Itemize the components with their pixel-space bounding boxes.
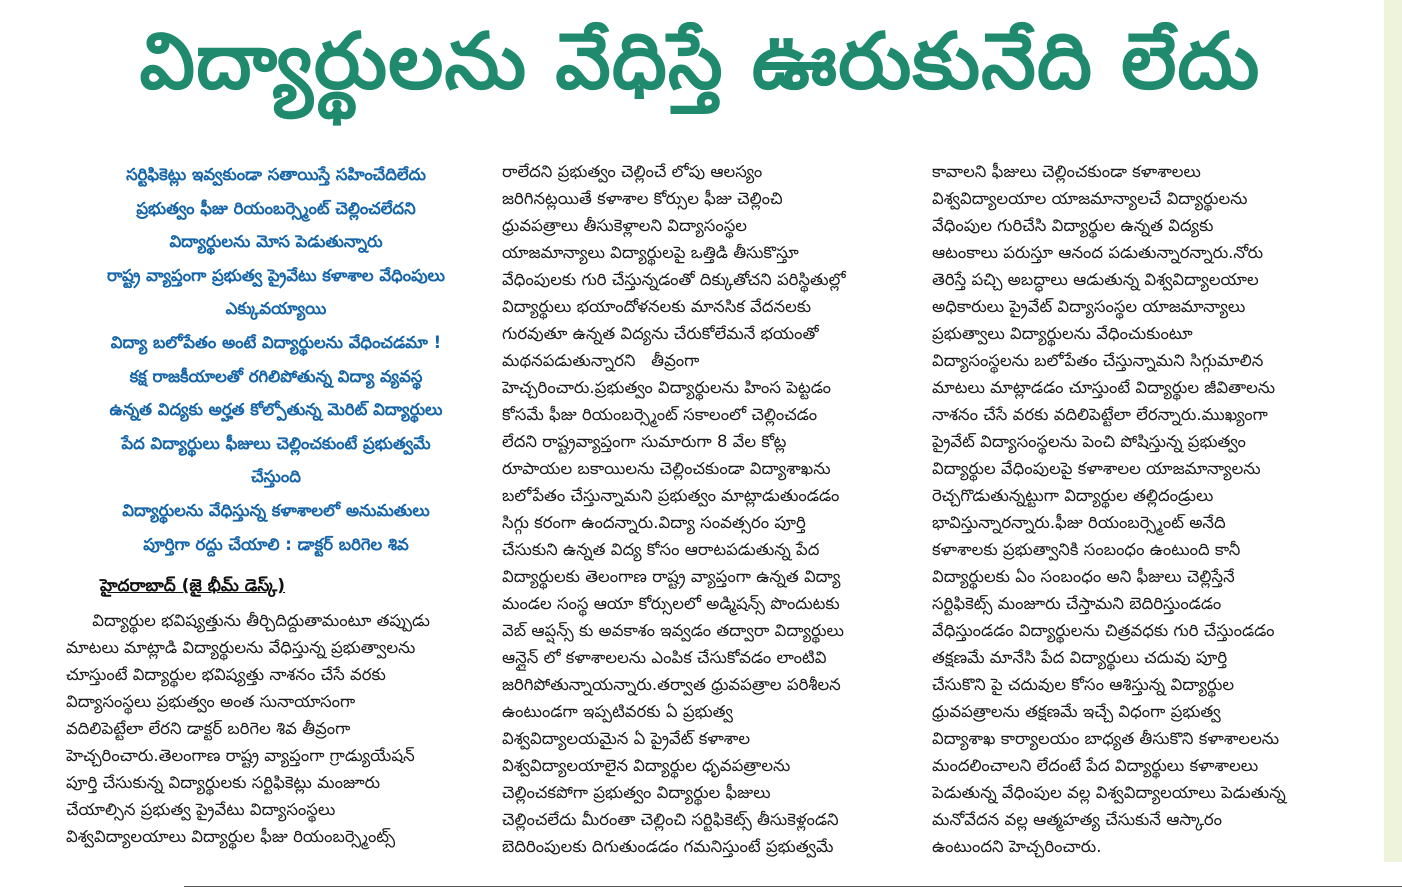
body-text-line: విద్యార్థులకు తెలంగాణ రాష్ట్ర వ్యాప్తంగా ఉన్నత విద్యా	[502, 567, 841, 586]
body-text-line: ప్రభుత్వాలు విద్యార్థులను వేధించుకుంటూ	[932, 324, 1193, 343]
body-text-line: కళాశాలకు ప్రభుత్వానికి సంబంధం ఉంటుంది కానీ	[932, 540, 1241, 559]
body-text-line: గురవుతూ ఉన్నత విద్యను చేరుకోలేమనే భయంతో	[502, 324, 819, 343]
body-text-line: బలోపేతం చేస్తున్నామని ప్రభుత్వం మాట్లాడుతుండడం	[502, 486, 840, 505]
body-text-line: చూస్తుంటే విద్యార్థుల భవిష్యత్తు నాశనం చేసే వరకు	[66, 665, 386, 685]
body-text-line: భావిస్తున్నారన్నారు.ఫీజు రియంబర్స్మెంట్ అనేది	[932, 513, 1226, 532]
deck-line: రాష్ట్ర వ్యాప్తంగా ప్రభుత్వ ప్రైవేటు కళాశాల వేధింపులు	[107, 265, 445, 285]
bottom-rule	[184, 886, 1402, 887]
body-text-line: విద్యార్థులు భయాందోళనలకు మానసిక వేదనలకు	[502, 297, 812, 316]
body-text-line: లేదని రాష్ట్రవ్యాప్తంగా సుమారుగా 8 వేల కోట్ల	[502, 432, 787, 451]
column-2-body	[502, 158, 906, 860]
body-text-line: నాశనం చేసే వరకు వదిలిపెట్టేలా లేరన్నారు.ముఖ్యంగా	[932, 405, 1268, 424]
deck-line: ఉన్నత విద్యకు అర్హత కోల్పోతున్న మెరిట్ విద్యార్థులు	[109, 400, 443, 420]
body-text-line: జరిగిపోతున్నాయన్నారు.తర్వాత ధ్రువపత్రాల పరిశీలన	[502, 675, 841, 694]
body-text-line: ధ్రువపత్రాలు తీసుకెళ్లాలని విద్యాసంస్థల	[502, 216, 747, 235]
body-text-line: ఉంటుందని హెచ్చరించారు.	[932, 837, 1102, 856]
body-text-line: హెచ్చరించారు.తెలంగాణ రాష్ట్ర వ్యాప్తంగా గ్రాడ్యుయేషన్	[66, 746, 415, 766]
body-text-line: మాటలు మాట్లాడడం చూస్తుంటే విద్యార్థుల జీవితాలను	[932, 378, 1276, 397]
deck-line: చేస్తుంది	[251, 467, 301, 487]
body-text-line: వేధిస్తుండడం విద్యార్థులను చిత్రవధకు గురి చేస్తుండడం	[932, 621, 1275, 640]
body-text-line: వేధింపుల గురిచేసి విద్యార్థుల ఉన్నత విద్యకు	[932, 216, 1214, 235]
body-text-line: ఉంటుండగా ఇప్పటివరకు ఏ ప్రభుత్వ	[502, 702, 733, 721]
body-text-line: పెడుతున్న వేధింపుల వల్ల విశ్వవిద్యాలయాలు పెడుతున్న	[932, 783, 1286, 802]
column-3-body	[932, 158, 1372, 860]
body-text-line: ఆన్లైన్ లో కళాశాలలను ఎంపిక చేసుకోవడం లాంటివి	[502, 648, 827, 667]
body-text-line: సిగ్గు కరంగా ఉందన్నారు.విద్యా సంవత్సరం పూర్తి	[502, 513, 806, 532]
body-text-line: విద్యార్థుల భవిష్యత్తును తీర్చిదిద్దుతామంటూ తప్పుడు	[66, 611, 430, 631]
deck-line: సర్టిఫికెట్లు ఇవ్వకుండా సతాయిస్తే సహించేదిలేదు	[126, 165, 426, 184]
body-text-line: చేయాల్సిన ప్రభుత్వ ప్రైవేటు విద్యాసంస్థలు	[66, 800, 336, 820]
body-text-line: వేధింపులకు గురి చేస్తున్నడంతో దిక్కుతోచని పరిస్థితుల్లో	[502, 270, 846, 289]
deck-line: విద్యా బలోపేతం అంటే విద్యార్థులను వేధించడమా !	[110, 332, 442, 352]
body-text-line: మనోవేదన వల్ల ఆత్మహత్య చేసుకునే ఆస్కారం	[932, 810, 1222, 829]
deck-line: విద్యార్థులను మోస పెడుతున్నారు	[169, 232, 383, 252]
deck-line: ఎక్కువయ్యాయి	[225, 299, 327, 319]
body-text-line: యాజమాన్యాలు విద్యార్థులపై ఒత్తిడి తీసుకొస్తూ	[502, 243, 799, 262]
deck-line: పూర్తిగా రద్దు చేయాలి : డాక్టర్ బరిగెల శివ	[143, 534, 409, 554]
body-text-line: ధ్రువపత్రాలను తక్షణమే ఇచ్చే విధంగా ప్రభుత్వ	[932, 702, 1221, 721]
body-text-line: చేసుకుని ఉన్నత విద్య కోసం ఆరాటపడుతున్న పేద	[502, 540, 820, 559]
body-text-line: మందలించాలని లేదంటే పేద విద్యార్థులు కళాశాలలు	[932, 756, 1259, 775]
body-text-line: బెదిరింపులకు దిగుతుండడం గమనిస్తుంటే ప్రభుత్వమే	[502, 837, 834, 856]
body-text-line: మాటలు మాట్లాడి విద్యార్థులను వేధిస్తున్న ప్రభుత్వాలను	[66, 638, 416, 658]
deck-list	[66, 158, 486, 561]
body-text-line: ప్రైవేట్ విద్యాసంస్థలను పెంచి పోషిస్తున్న ప్రభుత్వం	[932, 432, 1246, 451]
page-edge-strip	[1384, 0, 1402, 862]
body-text-line: రూపాయల బకాయిలను చెల్లించకుండా విద్యాశాఖను	[502, 459, 831, 478]
body-text-line: చేసుకొని పై చదువుల కోసం ఆశిస్తున్న విద్యార్థుల	[932, 675, 1235, 694]
deck-line: ప్రభుత్వం ఫీజు రియంబర్స్మెంట్ చెల్లించలేదని	[136, 198, 416, 218]
body-text-line: తెరిస్తే పచ్చి అబద్ధాలు ఆడుతున్న విశ్వవిద్యాలయాల	[932, 270, 1259, 289]
body-text-line: విశ్వవిద్యాలయాలు విద్యార్థుల ఫీజు రియంబర్స్మెంట్స్	[66, 827, 396, 847]
deck-line: కక్ష రాజకీయాలతో రగిలిపోతున్న విద్యా వ్యవస్థ	[129, 366, 423, 386]
body-text-line: అధికారులు ప్రైవేట్ విద్యాసంస్థల యాజమాన్యాలు	[932, 297, 1246, 316]
byline: హైదరాబాద్ (జై భీమ్ డెస్క్)	[100, 576, 286, 597]
deck-line: విద్యార్థులను వేధిస్తున్న కళాశాలలో అనుమతులు	[122, 500, 430, 520]
body-text-line: హెచ్చరించారు.ప్రభుత్వం విద్యార్థులను హింస పెట్టడం	[502, 378, 832, 397]
body-text-line: కావాలని ఫీజులు చెల్లించకుండా కళాశాలలు	[932, 162, 1201, 181]
body-text-line: మథనపడుతున్నారని తీవ్రంగా	[502, 351, 700, 370]
body-text-line: చెల్లించకపోగా ప్రభుత్వం విద్యార్థుల ఫీజులు	[502, 783, 771, 802]
body-text-line: వదిలిపెట్టేలా లేరని డాక్టర్ బరిగెల శివ తీవ్రంగా	[66, 719, 351, 739]
column-1-body	[66, 607, 486, 850]
body-text-line: మండల సంస్థ ఆయా కోర్సులలో అడ్మిషన్స్ పొందుటకు	[502, 594, 840, 613]
body-text-line: విశ్వవిద్యాలయాలైన విద్యార్థుల ధృవపత్రాలను	[502, 756, 791, 775]
body-text-line: కోసమే ఫీజు రియంబర్స్మెంట్ సకాలంలో చెల్లించడం	[502, 405, 818, 424]
body-text-line: విశ్వవిద్యాలయమైన ఏ ప్రైవేట్ కళాశాల	[502, 729, 751, 748]
body-text-line: తక్షణమే మానేసి పేద విద్యార్థులు చదువు పూర్తి	[932, 648, 1228, 667]
body-text-line: రెచ్చగొడుతున్నట్టుగా విద్యార్థుల తల్లిదండ్రులు	[932, 486, 1214, 505]
body-text-line: రాలేదని ప్రభుత్వం చెల్లించే లోపు ఆలస్యం	[502, 162, 763, 181]
body-text-line: చెల్లించలేదు మీరంతా చెల్లించి సర్టిఫికెట్స్ తీసుకెళ్లండని	[502, 810, 839, 829]
body-text-line: విద్యార్థుల వేధింపులపై కళాశాలల యాజమాన్యాలను	[932, 459, 1261, 478]
body-text-line: పూర్తి చేసుకున్న విద్యార్థులకు సర్టిఫికెట్లు మంజూరు	[66, 773, 381, 793]
body-text-line: విద్యాసంస్థలు ప్రభుత్వం అంత సునాయాసంగా	[66, 692, 356, 712]
body-text-line: విద్యాశాఖ కార్యాలయం బాధ్యత తీసుకొని కళాశాలలను	[932, 729, 1280, 748]
body-text-line: ఆటంకాలు పరుస్తూ ఆనంద పడుతున్నారన్నారు.నోరు	[932, 243, 1264, 262]
body-text-line: సర్టిఫికెట్స్ మంజూరు చేస్తామని బెదిరిస్తుండడం	[932, 594, 1222, 613]
body-text-line: విద్యార్థులకు ఏం సంబంధం అని ఫీజులు చెల్లిస్తేనే	[932, 567, 1235, 586]
body-text-line: విద్యాసంస్థలను బలోపేతం చేస్తున్నామని సిగ్గుమాలిన	[932, 351, 1264, 370]
headline: విద్యార్థులను వేధిస్తే ఊరుకునేది లేదు	[139, 17, 1261, 107]
body-text-line: వెబ్ ఆప్షన్స్ కు అవకాశం ఇవ్వడం తద్వారా విద్యార్థులు	[502, 621, 844, 640]
body-text-line: విశ్వవిద్యాలయాల యాజమాన్యాలచే విద్యార్థులను	[932, 189, 1248, 208]
deck-line: పేద విద్యార్థులు ఫీజులు చెల్లించకుంటే ప్రభుత్వమే	[121, 433, 431, 453]
column-1	[66, 158, 486, 850]
body-text-line: జరిగినట్లయితే కళాశాల కోర్సుల ఫీజు చెల్లించి	[502, 189, 783, 208]
